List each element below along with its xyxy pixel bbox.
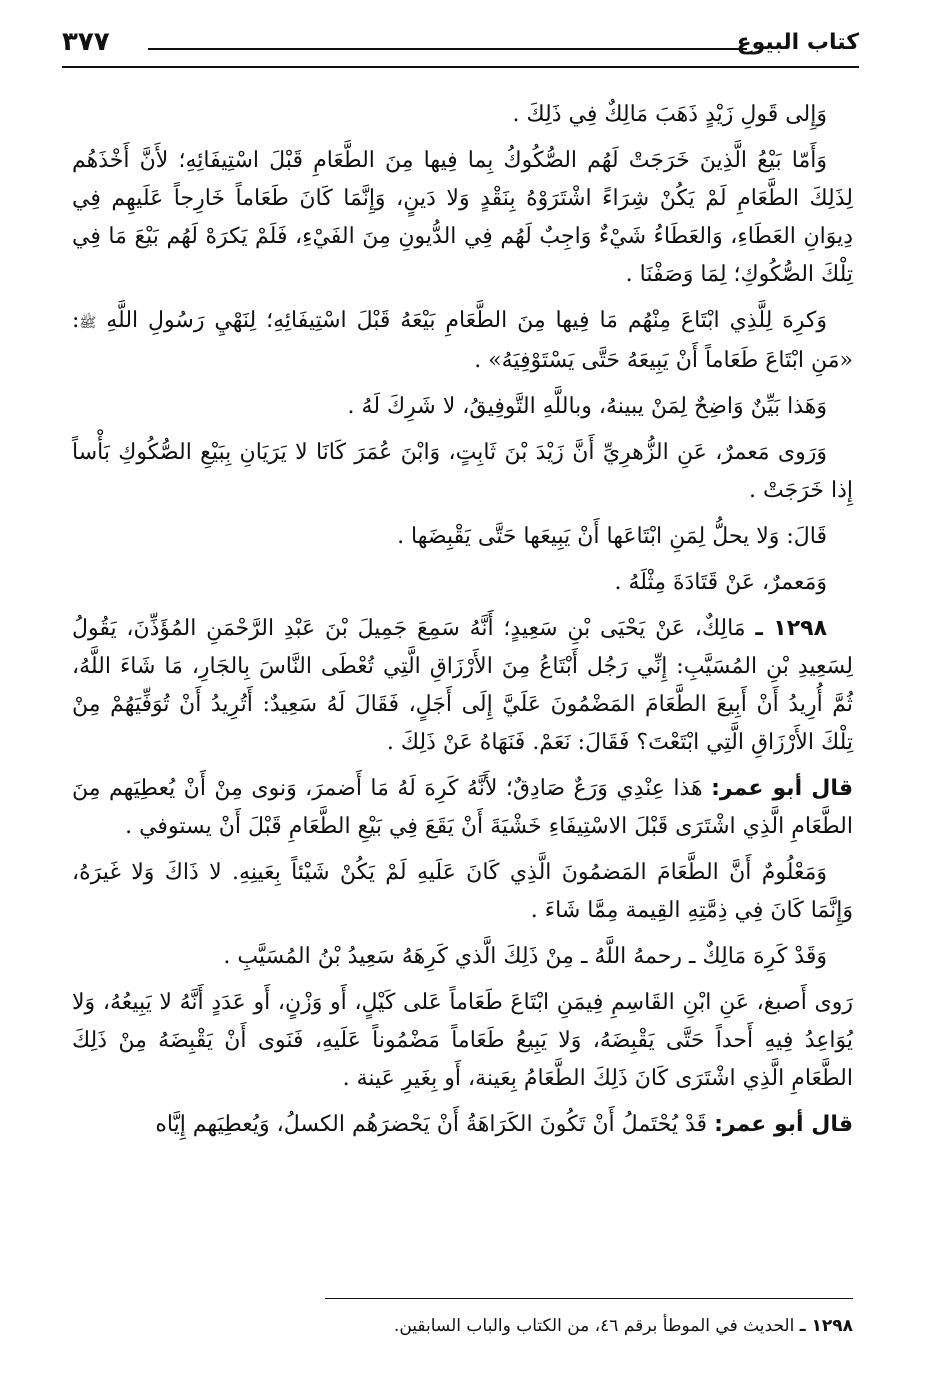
paragraph-6: قَالَ: وَلا يحلُّ لِمَنِ ابْتَاعَها أَنْ يَبِيعَها حَتَّى يَقْبِضَها .	[397, 524, 827, 549]
speaker-label-2: قال أبو عمر:	[714, 1112, 853, 1137]
paragraph-11: وَقَدْ كَرِهَ مَالِكٌ ـ رحمهُ اللَّهُ ـ مِنْ ذَلِكَ الَّذي كَرِهَهُ سَعِيدُ بْنُ المُسَيَّبِ .	[223, 944, 827, 969]
paragraph-4: وَهَذا بَيِّنٌ وَاضِحٌ لِمَنْ يبينهُ، وباللَّهِ التَّوفِيقُ، لا شَرِكَ لَهُ .	[347, 394, 827, 419]
paragraph-13	[72, 1106, 853, 1144]
footnote-divider	[325, 1298, 853, 1299]
paragraph-3	[72, 302, 853, 380]
paragraph-7: وَمَعمرٌ، عَنْ قَتَادَةَ مِثْلَهُ .	[614, 570, 827, 595]
page-header	[62, 26, 859, 60]
hadith-1298	[72, 610, 853, 762]
header-line	[148, 48, 747, 50]
paragraph-3-text: وَكرِهَ لِلَّذِي ابْتَاعَ مِنْهُم مَا فِيها مِنَ الطَّعَامِ بَيْعَهُ قَبْلَ اسْتِيفَائِهِ؛ لِنَهْيِ رَسُولِ اللَّهِ	[96, 308, 827, 333]
paragraph-9	[72, 770, 853, 846]
hadith-text: مَالِكٌ، عَنْ يَحْيَى بْنِ سَعِيدٍ؛ أَنَّهُ سَمِعَ جَمِيلَ بْنَ عَبْدِ الرَّحْمَنِ المُؤَذِّنَ، يَقُولُ لِسَعِيدِ بْنِ المُسَيَّبِ: إِنِّي رَجُل أَبْتَاعُ مِنَ الأَرْزَاقِ الَّتِي تُعْطَى النَّاسَ بِالجَارِ، مَا شَاءَ اللَّهُ، ثُمَّ أُرِيدُ أَنْ أَبِيعَ الطَّعَامَ المَضْمُونَ عَلَيَّ إِلَى أَجَلٍ، فَقَالَ لَهُ سَعِيدٌ: أَتُرِيدُ أَنْ تُوَفِّيَهُمْ مِنْ تِلْكَ الأَرْزَاقِ الَّتِي ابْتَعْتَ؟ فَقَالَ: نَعَمْ. فَنَهَاهُ عَنْ ذَلِكَ .	[72, 616, 853, 755]
paragraph-5: وَرَوى مَعمرٌ، عَنِ الزُّهرِيِّ أَنَّ زَيْدَ بْنَ ثَابِتٍ، وَابْنَ عُمَرَ كَانَا لا يَرَيَانِ بِبَيْعِ الصُّكُوكِ بَأْساً إِذا خَرَجَتْ .	[72, 440, 853, 503]
running-title: كتاب البيوع	[736, 30, 859, 55]
paragraph-13-text: قَدْ يُحْتَملُ أَنْ تَكُونَ الكَرَاهَةُ أَنْ يَحْضرَهُم الكسلُ، وَيُعطِيَهم إِيَّاه	[155, 1112, 715, 1137]
hadith-number: ١٢٩٨ ـ	[755, 616, 827, 641]
paragraph-1: وَإِلى قَولِ زَيْدٍ ذَهَبَ مَالِكٌ فِي ذَلِكَ .	[512, 102, 827, 127]
paragraph-12: رَوى أَصبغ، عَنِ ابْنِ القَاسِمِ فِيمَنِ ابْتَاعَ طَعَاماً عَلى كَيْلٍ، أَو وَزْنٍ، أَو عَدَدٍ أَنَّهُ لا يَبِيعُهُ، وَلا يُوَاعِدُ فِيهِ أَحداً حَتَّى يَقْبِضَهُ، وَلا يَبِيعُ طَعَاماً مَضْمُوناً عَلَيهِ، فَنَوى أَنْ يَقْبِضَهُ مِنْ ذَلِكَ الطَّعَامِ الَّذِي اشْتَرَى كَانَ ذَلِكَ الطَّعَامُ بِعَينة، أَو بِغَيرِ عَينة .	[72, 990, 853, 1091]
footnote-text: الحديث في الموطأ برقم ٤٦، من الكتاب والباب السابقين.	[393, 1316, 800, 1336]
honorific-symbol: ﷺ	[79, 315, 97, 331]
paragraph-3-quote: : «مَنِ ابْتَاعَ طَعَاماً أَنْ يَبِيعَهُ حَتَّى يَسْتَوْفِيَهُ» .	[72, 308, 853, 373]
paragraph-2: وَأَمّا بَيْعُ الَّذِينَ خَرَجَتْ لَهُم الصُّكُوكُ بِما فِيها مِنَ الطَّعَامِ قَبْلَ اسْتِيفَائِهِ؛ لأَنَّ أَخْذَهُم لِذَلِكَ الطَّعَامِ لَمْ يَكُنْ شِرَاءً اشْتَرَوْهُ بِنَقْدٍ وَلا دَينٍ، وَإِنَّمَا كَانَ طَعَاماً خَارِجاً عَلَيهِم فِي دِيوَانِ العَطَاءِ، وَالعَطَاءُ شَيْءٌ وَاجِبٌ لَهُم فِي الدُّيونِ مِنَ الفَيْءِ، فَلَمْ يَكرَهْ لَهُم بَيْعَ مَا فِي تِلْكَ الصُّكُوكِ؛ لِمَا وَصَفْنَا .	[72, 148, 853, 287]
header-divider	[62, 66, 859, 68]
paragraph-9-text: هَذا عِنْدِي وَرَعٌ صَادِقٌ؛ لأَنَّهُ كَرِهَ لَهُ مَا أَضمرَ، وَنوى مِنْ أَنْ يُعطِيَهم مِنَ الطَّعَامِ الَّذِي اشْتَرَى قَبْلَ الاسْتِيفَاءِ خَشْيَةَ أَنْ يَقَعَ فِي بَيْعِ الطَّعَامِ قَبْلَ أَنْ يستوفي .	[72, 776, 853, 839]
paragraph-10: وَمَعْلُومٌ أَنَّ الطَّعَامَ المَضمُونَ الَّذِي كَانَ عَلَيهِ لَمْ يَكُنْ شَيْئاً بِعَينِهِ. لا ذَاكَ وَلا غَيرَهُ، وَإِنَّمَا كَانَ فِي ذِمَّتِهِ القِيمة مِمَّا شَاءَ .	[72, 860, 853, 923]
footnote	[72, 1312, 853, 1340]
footnote-number: ١٢٩٨ ـ	[799, 1316, 853, 1336]
main-text	[72, 96, 853, 1152]
page-number: ٣٧٧	[62, 27, 110, 57]
speaker-label: قال أبو عمر:	[711, 776, 853, 801]
